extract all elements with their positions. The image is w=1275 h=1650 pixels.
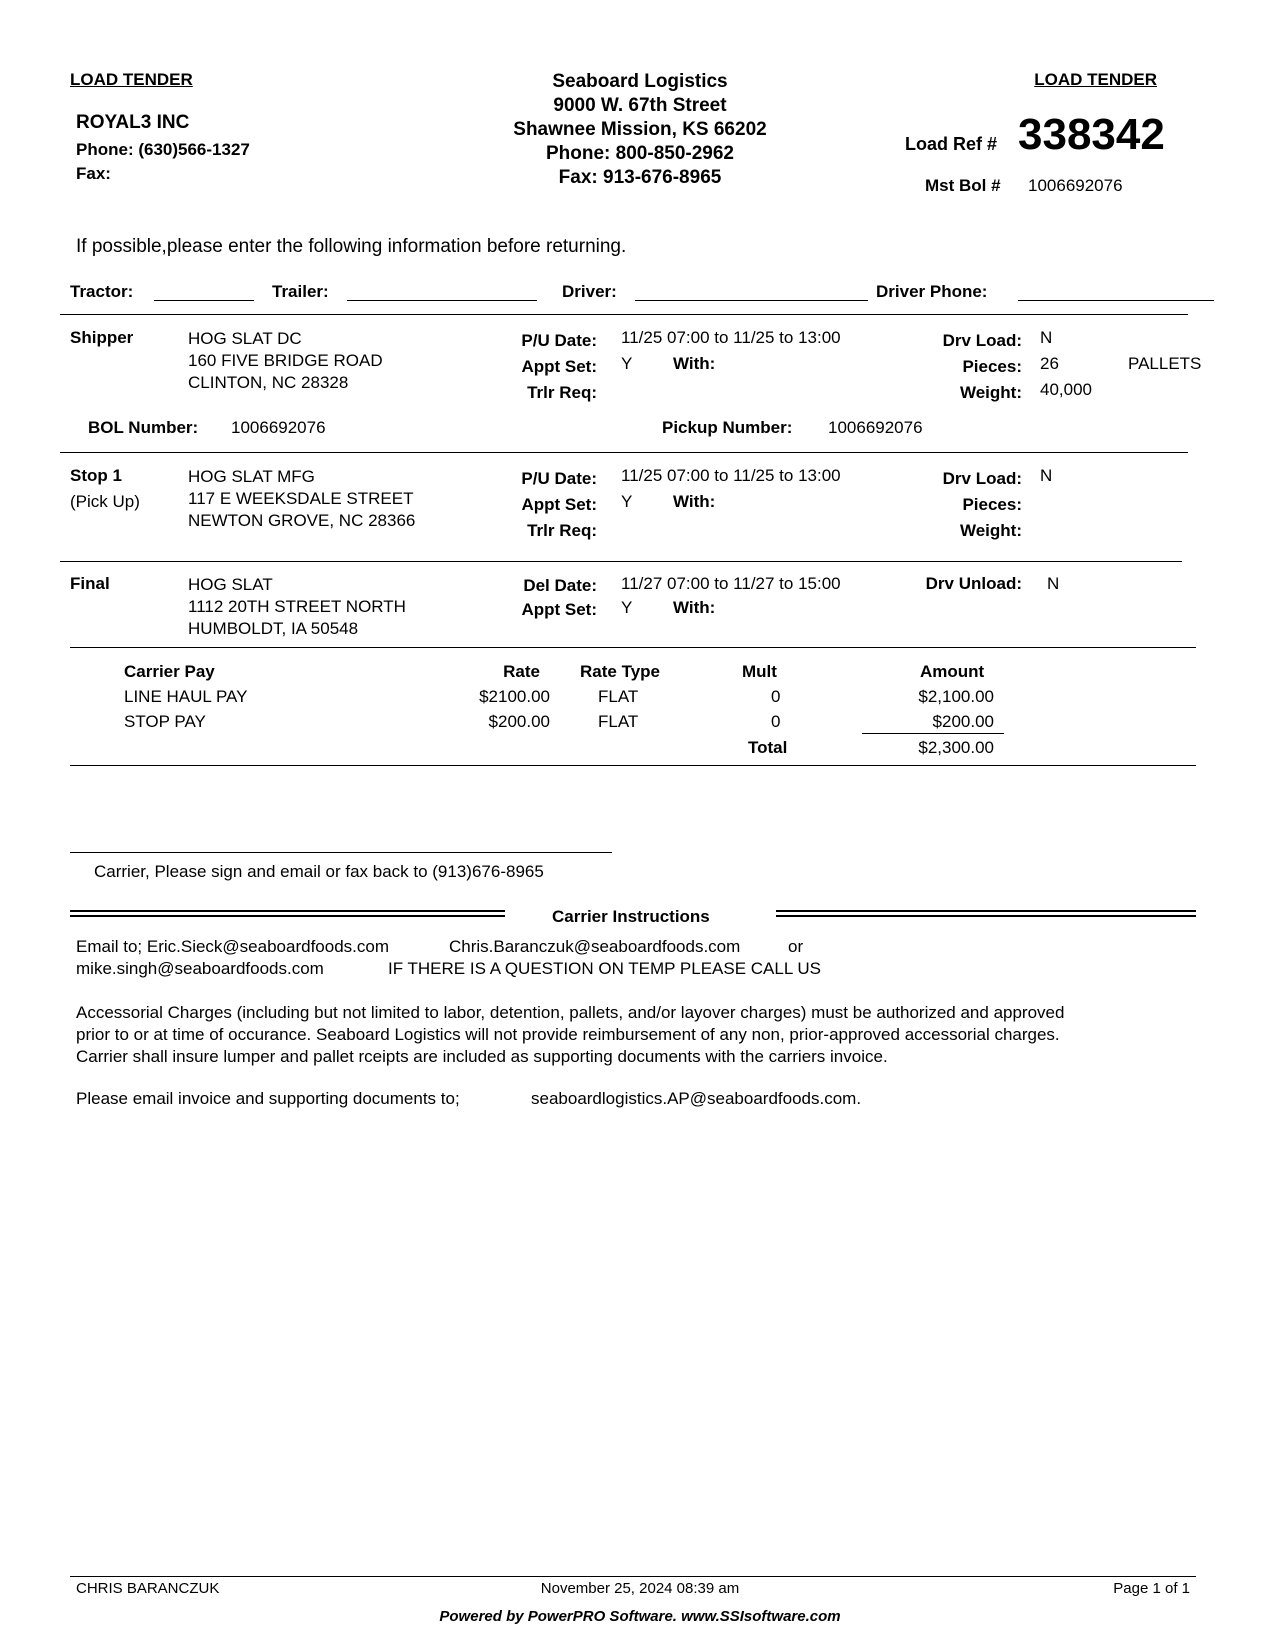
shipper-pieces: 26: [1040, 354, 1059, 373]
bol-number-label: BOL Number:: [88, 418, 199, 437]
pay-row-desc: LINE HAUL PAY: [124, 687, 248, 706]
drv-load-label: Drv Load:: [942, 469, 1022, 488]
appt-set-label: Appt Set:: [521, 495, 597, 514]
email-line1a: Email to; Eric.Sieck@seaboardfoods.com: [76, 937, 389, 956]
pieces-label: Pieces:: [962, 357, 1022, 376]
pickup-number-label: Pickup Number:: [662, 418, 793, 437]
pay-total: $2,300.00: [918, 738, 994, 757]
pay-row-desc: STOP PAY: [124, 712, 206, 731]
driver-label: Driver:: [562, 282, 617, 301]
stop1-street: 117 E WEEKSDALE STREET: [188, 489, 414, 508]
email-line2a: mike.singh@seaboardfoods.com: [76, 959, 324, 978]
company-name: Seaboard Logistics: [552, 71, 728, 92]
footer-page: Page 1 of 1: [1113, 1580, 1190, 1597]
driver-phone-label: Driver Phone:: [876, 282, 988, 301]
final-with-label: With:: [673, 598, 716, 617]
pay-header-amount: Amount: [920, 662, 985, 681]
del-date-label: Del Date:: [523, 576, 597, 595]
subtotal-underline: [862, 733, 1004, 734]
pay-total-label: Total: [748, 738, 788, 757]
load-tender-title-right: LOAD TENDER: [1034, 70, 1157, 89]
pay-row-type: FLAT: [598, 687, 639, 706]
shipper-label: Shipper: [70, 328, 134, 347]
shipper-city: CLINTON, NC 28328: [188, 373, 349, 392]
shipper-labels: [470, 328, 597, 406]
bol-number: 1006692076: [231, 418, 326, 437]
mst-bol-label: Mst Bol #: [925, 176, 1001, 195]
final-city: HUMBOLDT, IA 50548: [188, 619, 359, 638]
stop1-with-label: With:: [673, 492, 716, 511]
stop1-drv-load: N: [1040, 466, 1053, 485]
stop1-address: [188, 466, 415, 532]
weight-label: Weight:: [959, 521, 1022, 540]
shipper-drv-load: N: [1040, 328, 1053, 347]
drv-unload-label: Drv Unload:: [925, 574, 1022, 593]
final-address: [188, 574, 406, 640]
final-label: Final: [70, 574, 110, 593]
final-name: HOG SLAT: [188, 575, 273, 594]
load-ref-label: Load Ref #: [905, 134, 998, 154]
invoice-label: Please email invoice and supporting documents to;: [76, 1089, 460, 1108]
pu-date-label: P/U Date:: [521, 469, 597, 488]
carrier-name: ROYAL3 INC: [76, 112, 190, 133]
driver-blank[interactable]: [635, 300, 868, 301]
drv-load-label: Drv Load:: [942, 331, 1022, 350]
driver-phone-blank[interactable]: [1018, 300, 1214, 301]
divider: [60, 314, 1188, 315]
company-street: 9000 W. 67th Street: [553, 95, 727, 116]
carrier-fax: Fax:: [76, 164, 111, 183]
stop1-appt: Y: [621, 492, 633, 511]
company-block: [490, 70, 790, 190]
final-labels: [470, 574, 597, 622]
email-line2b: IF THERE IS A QUESTION ON TEMP PLEASE CALL US: [388, 959, 822, 978]
load-tender-title-left: LOAD TENDER: [70, 70, 193, 89]
shipper-street: 160 FIVE BRIDGE ROAD: [188, 351, 383, 370]
divider: [70, 647, 1196, 648]
final-drv-unload: N: [1047, 574, 1060, 593]
trailer-label: Trailer:: [272, 282, 329, 301]
trlr-req-label: Trlr Req:: [527, 383, 597, 402]
pickup-number: 1006692076: [828, 418, 923, 437]
pay-row-type: FLAT: [598, 712, 639, 731]
trlr-req-label: Trlr Req:: [527, 521, 597, 540]
footer-powered: Powered by PowerPRO Software. www.SSIsoftware.com: [439, 1608, 841, 1625]
pay-row-mult: 0: [771, 687, 781, 706]
double-rule-right: [776, 910, 1196, 917]
pay-header-mult: Mult: [742, 662, 777, 681]
accessorial-line: Carrier shall insure lumper and pallet rceipts are included as supporting documents with the carriers invoice.: [76, 1047, 888, 1066]
footer-rule: [70, 1576, 1196, 1577]
invoice-email: seaboardlogistics.AP@seaboardfoods.com.: [531, 1089, 862, 1108]
tractor-blank[interactable]: [154, 300, 254, 301]
final-street: 1112 20TH STREET NORTH: [188, 597, 406, 616]
divider: [70, 765, 1196, 766]
stop1-label: Stop 1: [70, 466, 122, 485]
shipper-appt: Y: [621, 354, 633, 373]
accessorial-text: [76, 1002, 1064, 1068]
accessorial-line: Accessorial Charges (including but not limited to labor, detention, pallets, and/or layover charges) must be authorized and approved: [76, 1003, 1065, 1022]
footer-datetime: November 25, 2024 08:39 am: [540, 1580, 740, 1597]
carrier-phone: Phone: (630)566-1327: [76, 140, 250, 159]
appt-set-label: Appt Set:: [521, 600, 597, 619]
instruction-line: If possible,please enter the following information before returning.: [76, 236, 627, 257]
pay-header-desc: Carrier Pay: [124, 662, 215, 681]
company-fax: Fax: 913-676-8965: [558, 167, 722, 188]
stop1-labels: [470, 466, 597, 544]
double-rule-left: [70, 910, 505, 917]
pu-date-label: P/U Date:: [521, 331, 597, 350]
final-date: 11/27 07:00 to 11/27 to 15:00: [621, 574, 841, 593]
pieces-label: Pieces:: [962, 495, 1022, 514]
pay-row-rate: $200.00: [488, 712, 550, 731]
tractor-label: Tractor:: [70, 282, 134, 301]
signature-line[interactable]: [70, 852, 612, 853]
shipper-with-label: With:: [673, 354, 716, 373]
pay-row-amount: $2,100.00: [918, 687, 994, 706]
pay-row-mult: 0: [771, 712, 781, 731]
divider: [60, 452, 1188, 453]
company-phone: Phone: 800-850-2962: [546, 143, 734, 164]
email-line1c: or: [788, 937, 804, 956]
trailer-blank[interactable]: [347, 300, 537, 301]
shipper-date: 11/25 07:00 to 11/25 to 13:00: [621, 328, 841, 347]
pay-row-amount: $200.00: [932, 712, 994, 731]
shipper-address: [188, 328, 383, 394]
shipper-weight: 40,000: [1040, 380, 1092, 399]
appt-set-label: Appt Set:: [521, 357, 597, 376]
stop1-right-labels: [860, 466, 1022, 544]
signature-note: Carrier, Please sign and email or fax back to (913)676-8965: [94, 862, 544, 881]
accessorial-line: prior to or at time of occurance. Seaboard Logistics will not provide reimbursement of any non, prior-approved accessorial charges.: [76, 1025, 1060, 1044]
pay-header-rate-type: Rate Type: [580, 662, 660, 681]
final-appt: Y: [621, 598, 633, 617]
divider: [60, 561, 1182, 562]
weight-label: Weight:: [959, 383, 1022, 402]
mst-bol-number: 1006692076: [1028, 176, 1123, 195]
shipper-right-labels: [860, 328, 1022, 406]
email-line1b: Chris.Baranczuk@seaboardfoods.com: [449, 937, 741, 956]
stop1-sublabel: (Pick Up): [70, 492, 140, 511]
stop1-city: NEWTON GROVE, NC 28366: [188, 511, 416, 530]
stop1-date: 11/25 07:00 to 11/25 to 13:00: [621, 466, 841, 485]
carrier-instructions-title: Carrier Instructions: [552, 907, 710, 926]
footer-user: CHRIS BARANCZUK: [76, 1580, 220, 1597]
stop1-name: HOG SLAT MFG: [188, 467, 315, 486]
pay-header-rate: Rate: [503, 662, 540, 681]
load-ref-number: 338342: [1018, 110, 1165, 159]
shipper-pieces-unit: PALLETS: [1128, 354, 1202, 373]
pay-row-rate: $2100.00: [479, 687, 550, 706]
shipper-name: HOG SLAT DC: [188, 329, 302, 348]
company-city: Shawnee Mission, KS 66202: [513, 119, 767, 140]
